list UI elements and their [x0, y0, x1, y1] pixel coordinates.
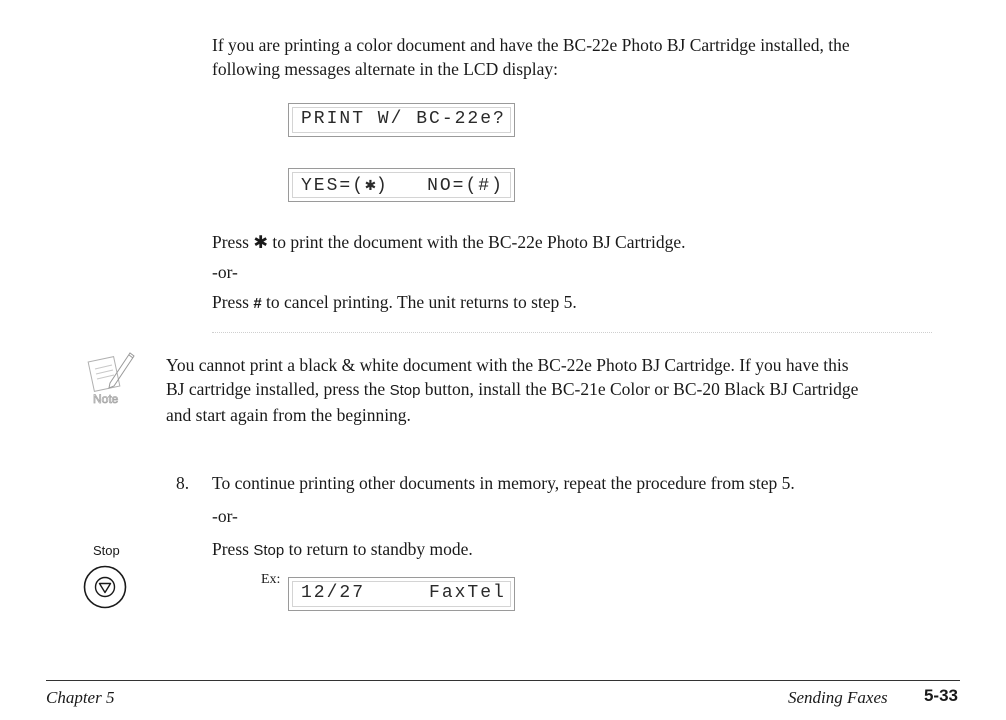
page-number: 5-33: [923, 686, 958, 705]
press-stop-instruction: [212, 537, 473, 563]
section-divider: [212, 332, 932, 333]
step-number: 8.: [176, 473, 190, 493]
star-key-symbol: ✱: [253, 233, 268, 253]
lcd-display-yes-no: [288, 168, 515, 202]
press-stop-post: to return to standby mode.: [284, 539, 473, 559]
note-line-2-pre: BJ cartridge installed, press the: [166, 379, 390, 399]
press-hash-instruction: [212, 290, 577, 316]
press-star-instruction: [212, 230, 686, 255]
note-paragraph: [166, 353, 858, 427]
lcd-yes-text: YES=(: [301, 176, 366, 196]
footer-rule: [46, 680, 960, 681]
hash-key-symbol: #: [253, 295, 262, 312]
stop-key-name: Stop: [389, 382, 421, 399]
step-8-text: To continue printing other documents in memory, repeat the procedure from step 5.: [212, 473, 795, 493]
intro-line-1: If you are printing a color document and have the BC-22e Photo BJ Cartridge installed, the: [212, 35, 850, 55]
note-icon: [82, 345, 142, 407]
stop-button-icon: [83, 565, 127, 609]
lcd-no-text: ) NO=(#): [375, 176, 504, 196]
press-hash-pre: Press: [212, 292, 254, 312]
lcd-display-print-bc22e: PRINT W/ BC-22e?: [288, 103, 515, 137]
footer-section-title: Sending Faxes: [788, 688, 888, 707]
lcd-display-standby: 12/27 FaxTel: [288, 577, 515, 611]
note-line-2: [166, 377, 858, 403]
stop-button-label: Stop: [93, 543, 120, 558]
example-label: Ex:: [261, 572, 281, 587]
note-line-3: and start again from the beginning.: [166, 405, 411, 425]
press-hash-post: to cancel printing. The unit returns to step 5.: [261, 292, 577, 312]
note-line-2-post: button, install the BC-21e Color or BC-20 Black BJ Cartridge: [420, 379, 859, 399]
press-stop-pre: Press: [212, 539, 254, 559]
note-line-1: You cannot print a black & white document with the BC-22e Photo BJ Cartridge. If you have this: [166, 355, 849, 375]
intro-paragraph: [212, 33, 850, 81]
press-star-pre: Press: [212, 232, 254, 252]
or-separator-2: -or-: [212, 506, 238, 526]
intro-line-2: following messages alternate in the LCD display:: [212, 59, 559, 79]
footer-chapter: Chapter 5: [46, 688, 115, 707]
stop-key-name-2: Stop: [253, 542, 285, 559]
press-star-post: to print the document with the BC-22e Photo BJ Cartridge.: [268, 232, 686, 252]
star-symbol: ✱: [365, 176, 376, 196]
or-separator-1: -or-: [212, 262, 238, 282]
note-icon-label: Note: [93, 392, 119, 406]
